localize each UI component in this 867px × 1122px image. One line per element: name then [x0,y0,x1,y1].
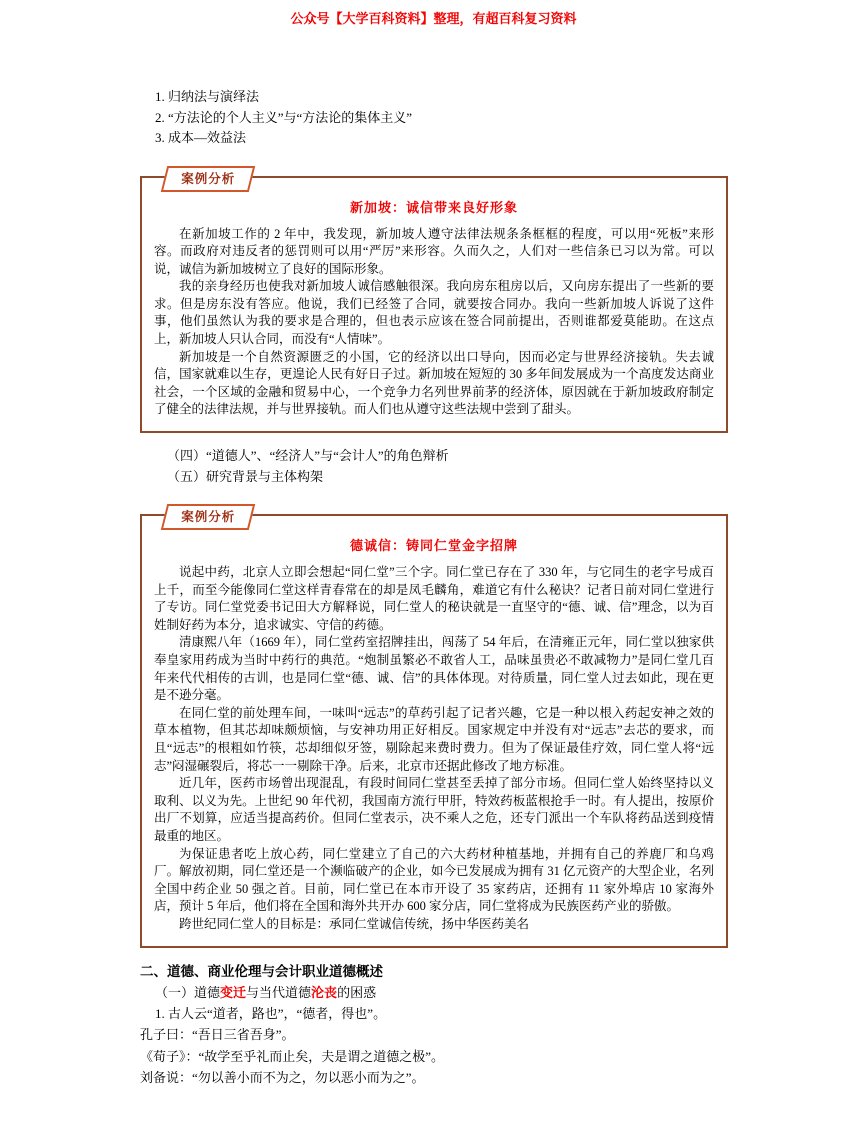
case-analysis-tab [161,504,255,530]
subheading-red-term: 变迁 [220,984,247,1000]
case-paragraph: 近几年，医药市场曾出现混乱，有段时间同仁堂甚至丢掉了部分市场。但同仁堂人始终坚持以义取利、以义为先。上世纪 90 年代初，我国南方流行甲肝，特效药板蓝根抢手一时。有人提出，按原价出厂不划算，应适当提高药价。但同仁堂表示，决不乘人之危，还专门派出一个车队将药品送到疫情最重的地区。 [154,776,714,843]
quote-line: 孔子曰：“吾日三省吾身”。 [140,1027,295,1042]
subheading-text: 与当代道德 [246,984,312,1000]
outline-list [167,446,728,487]
case-analysis-tab-label: 案例分析 [181,171,236,186]
document-content [140,87,728,1089]
case-title-singapore: 新加坡：诚信带来良好形象 [349,199,518,215]
case-paragraph: 我的亲身经历也使我对新加坡人诚信感触很深。我向房东租房以后，又向房东提出了一些新的要求。但是房东没有答应。他说，我们已经签了合同，就要按合同办。我向一些新加坡人诉说了这件事，他们虽然认为我的要求是合理的，但也表示应该在签合同前提出，否则谁都爱莫能助。在这点上，新加坡人只认合同，而没有“人情味”。 [154,279,714,347]
case-paragraph: 在新加坡工作的 2 年中，我发现，新加坡人遵守法律法规条条框框的程度，可以用“死板”来形容。而政府对违反者的惩罚则可以用“严厉”来形容。久而久之，人们对一些信条已习以为常。可以说，诚信为新加坡树立了良好的国际形象。 [154,226,714,276]
case-paragraph: 清康熙八年（1669 年），同仁堂药室招牌挂出，闯荡了 54 年后，在清雍正元年，同仁堂以独家供奉皇家用药成为当时中药行的典范。“炮制虽繁必不敢省人工，品味虽贵必不敢减物力”是同仁堂几百年来代代相传的古训，也是同仁堂“德、诚、信”的具体体现。对待质量，同仁堂人过去如此，现在更是不逊分毫。 [154,635,714,703]
subheading-text: （一）道德 [155,984,221,1000]
case-analysis-tab [161,166,255,192]
case-paragraph: 在同仁堂的前处理车间，一味叫“远志”的草药引起了记者兴趣，它是一种以根入药起安神之效的草本植物，但其芯却味颇烦恼，与安神功用正好相反。国家规定中并没有对“远志”去芯的要求，而且“远志”的根粗如竹筷，芯却细似牙签，剔除起来费时费力。但为了保证最佳疗效，同仁堂人将“远志”闷湿碾裂后，将芯一一剔除干净。后来，北京市还据此修改了地方标准。 [154,705,714,773]
method-list-item: 3. 成本—效益法 [155,130,247,145]
quote-line: 《荀子》：“故学至乎礼而止矣，夫是谓之道德之极”。 [140,1048,445,1064]
method-list-item: 2. “方法论的个人主义”与“方法论的集体主义” [155,109,413,125]
outline-item: （五）研究背景与主体构架 [167,468,324,484]
case-paragraph: 跨世纪同仁堂人的目标是：承同仁堂诚信传统，扬中华医药美名 [179,916,530,931]
header-note: 公众号【大学百科资料】整理，有超百科复习资料 [290,11,577,26]
quote-line: 1. 古人云“道者，路也”，“德者，得也”。 [155,1005,387,1021]
case-paragraph: 说起中药，北京人立即会想起“同仁堂”三个字。同仁堂已存在了 330 年，与它同生的老字号成百上千，而至今能像同仁堂这样青春常在的却是凤毛麟角，难道它有什么秘诀？记者日前对同仁堂进行了专访。同仁堂党委书记田大方解释说，同仁堂人的秘诀就是一直坚守的“德、诚、信”理念，以为百姓制好药为本分，追求诚实、守信的药德。 [154,565,714,632]
section-heading: 二、道德、商业伦理与会计职业道德概述 [140,963,383,979]
subheading-red-term: 沦丧 [311,984,338,1000]
method-list-item: 1. 归纳法与演绎法 [155,89,260,104]
quote-line: 刘备说：“勿以善小而不为之，勿以恶小而为之”。 [140,1070,425,1085]
outline-item: （四）“道德人”、“经济人”与“会计人”的角色辩析 [167,448,449,464]
case-box-singapore [140,171,728,434]
case-box-tongrentang [140,510,728,947]
subheading-text: 的困惑 [337,984,377,1000]
case-title-tongrentang: 德诚信：铸同仁堂金字招牌 [349,538,518,554]
section-subheading [155,982,728,1003]
case-paragraph: 为保证患者吃上放心药，同仁堂建立了自己的六大药材种植基地，并拥有自己的养鹿厂和乌鸡厂。解放初期，同仁堂还是一个濒临破产的企业，如今已发展成为拥有 31 亿元资产的大型企业，名列全国中药企业 50 强之首。目前，同仁堂已在本市开设了 35 家药店，还拥有 11 家外埠店 10 家海外店，预计 5 年后，他们将在全国和海外共开办 600 家分店，同仁堂将成为民族医药产业的骄傲。 [154,846,714,914]
case-paragraph: 新加坡是一个自然资源匮乏的小国，它的经济以出口导向，因而必定与世界经济接轨。失去诚信，国家就难以生存，更遑论人民有好日子过。新加坡在短短的 30 多年间发展成为一个高度发达商业社会，一个区域的金融和贸易中心，一个竞争力名列世界前茅的经济体，原因就在于新加坡政府制定了健全的法律法规，并与世界接轨。而人们也从遵守这些法规中尝到了甜头。 [154,349,714,417]
method-list [155,87,728,149]
case-analysis-tab-label: 案例分析 [181,510,236,525]
